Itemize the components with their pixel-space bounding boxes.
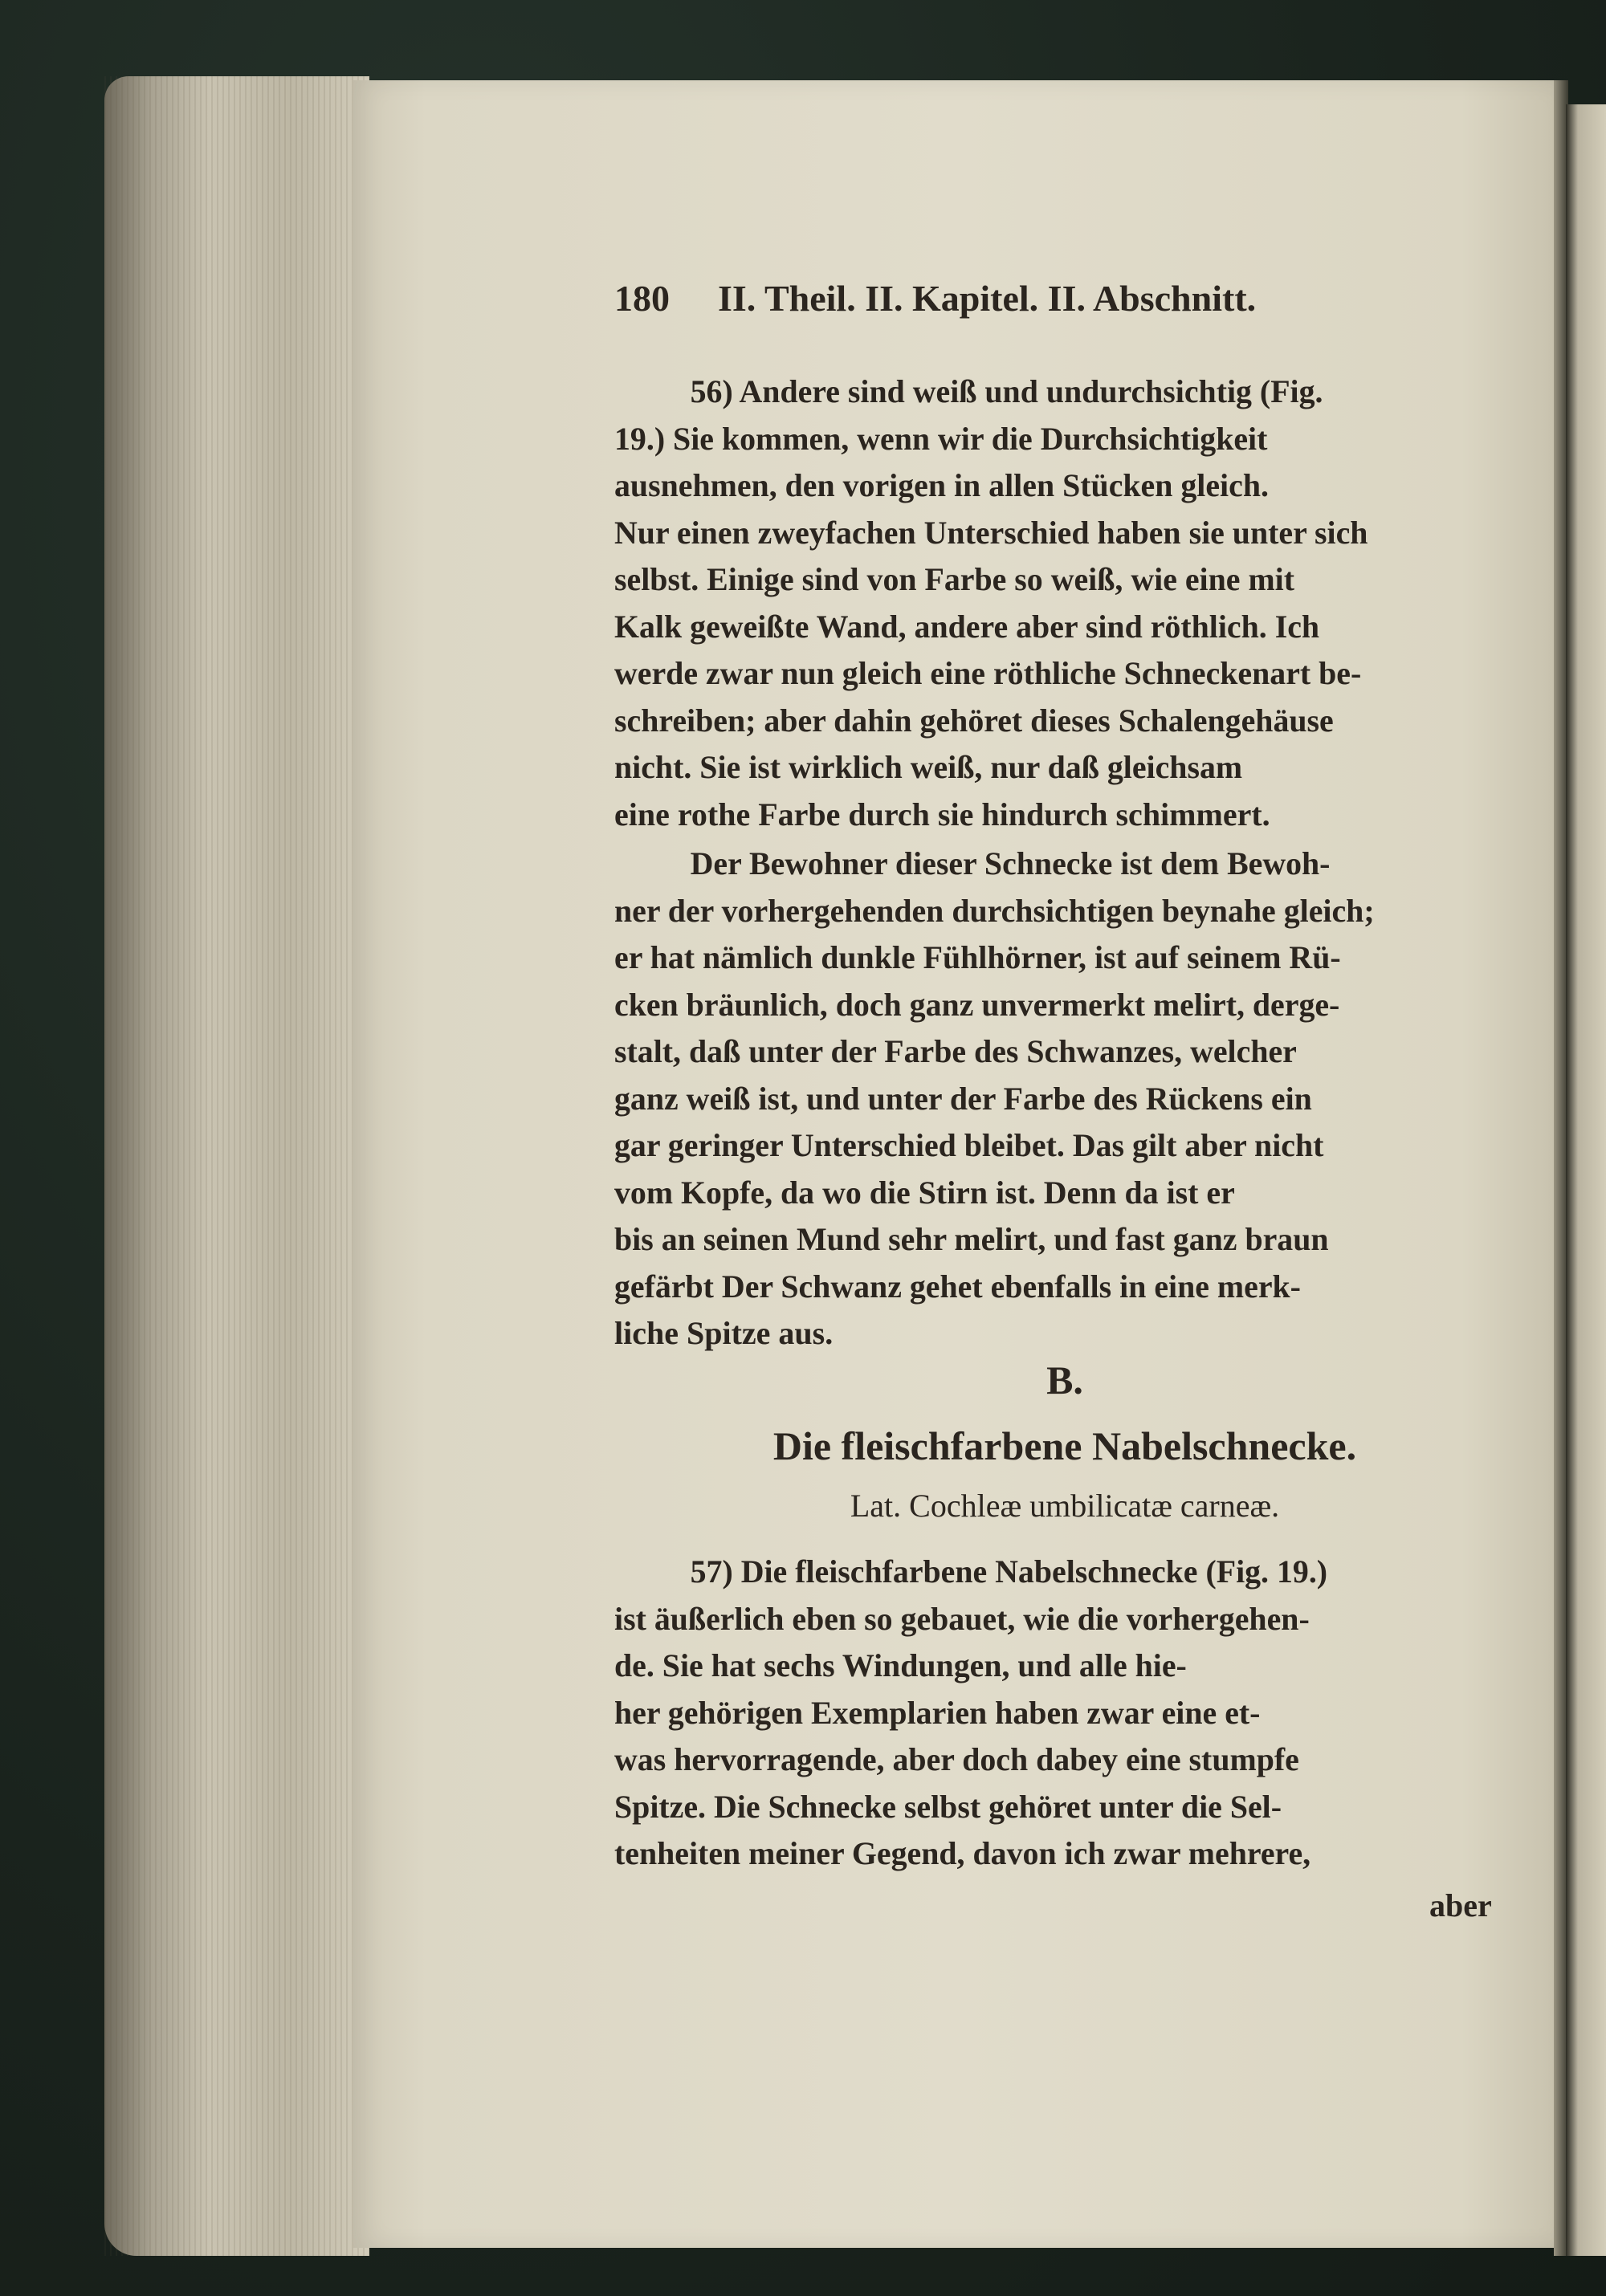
facing-page-edge	[1566, 104, 1606, 2256]
text-line: werde zwar nun gleich eine röthliche Schneckenart be-	[614, 655, 1362, 691]
text-line: er hat nämlich dunkle Fühlhörner, ist auf seinem Rü-	[614, 939, 1341, 975]
section-title: Die fleischfarbene Nabelschnecke.	[772, 1423, 1357, 1468]
text-line: de. Sie hat sechs Windungen, und alle hie-	[614, 1647, 1187, 1683]
text-line: cken bräunlich, doch ganz unvermerkt melirt, derge-	[614, 986, 1340, 1023]
text-line: stalt, daß unter der Farbe des Schwanzes, welcher	[614, 1033, 1297, 1069]
running-header	[614, 277, 1417, 320]
page-edges-stack	[104, 76, 369, 2256]
text-line: 56) Andere sind weiß und undurchsichtig (Fig.	[690, 373, 1323, 409]
text-line: nicht. Sie ist wirklich weiß, nur daß gleichsam	[614, 749, 1243, 785]
text-line: was hervorragende, aber doch dabey eine stumpfe	[614, 1741, 1299, 1777]
latin-name: Lat. Cochleæ umbilicatæ carneæ.	[850, 1488, 1280, 1524]
page-number: 180	[614, 278, 670, 319]
text-line: gar geringer Unterschied bleibet. Das gilt aber nicht	[614, 1127, 1324, 1163]
text-line: schreiben; aber dahin gehöret dieses Schalengehäuse	[614, 702, 1334, 739]
text-line: bis an seinen Mund sehr melirt, und fast ganz braun	[614, 1221, 1329, 1257]
text-line: selbst. Einige sind von Farbe so weiß, wie eine mit	[614, 561, 1295, 597]
text-line: Nur einen zweyfachen Unterschied haben sie unter sich	[614, 514, 1368, 551]
text-line: liche Spitze aus.	[614, 1315, 834, 1351]
catchword: aber	[1429, 1887, 1492, 1924]
text-line: Kalk geweißte Wand, andere aber sind röthlich. Ich	[614, 608, 1320, 645]
text-line: 57) Die fleischfarbene Nabelschnecke (Fig. 19.)	[690, 1553, 1328, 1590]
running-title: II. Theil. II. Kapitel. II. Abschnitt.	[718, 278, 1257, 319]
section-letter: B.	[1046, 1358, 1083, 1402]
text-line: ganz weiß ist, und unter der Farbe des Rückens ein	[614, 1080, 1312, 1117]
text-line: vom Kopfe, da wo die Stirn ist. Denn da ist er	[614, 1174, 1235, 1211]
text-line: ist äußerlich eben so gebauet, wie die vorhergehen-	[614, 1600, 1310, 1637]
text-line: Spitze. Die Schnecke selbst gehöret unter die Sel-	[614, 1788, 1282, 1825]
text-line: eine rothe Farbe durch sie hindurch schimmert.	[614, 796, 1270, 833]
text-line: ausnehmen, den vorigen in allen Stücken gleich.	[614, 467, 1269, 503]
text-line: tenheiten meiner Gegend, davon ich zwar mehrere,	[614, 1835, 1311, 1871]
text-line: ner der vorhergehenden durchsichtigen beynahe gleich;	[614, 892, 1375, 929]
text-line: Der Bewohner dieser Schnecke ist dem Bewoh-	[690, 845, 1331, 881]
text-line: 19.) Sie kommen, wenn wir die Durchsichtigkeit	[614, 420, 1268, 457]
text-line: gefärbt Der Schwanz gehet ebenfalls in eine merk-	[614, 1268, 1301, 1305]
text-line: her gehörigen Exemplarien haben zwar eine et-	[614, 1694, 1261, 1731]
